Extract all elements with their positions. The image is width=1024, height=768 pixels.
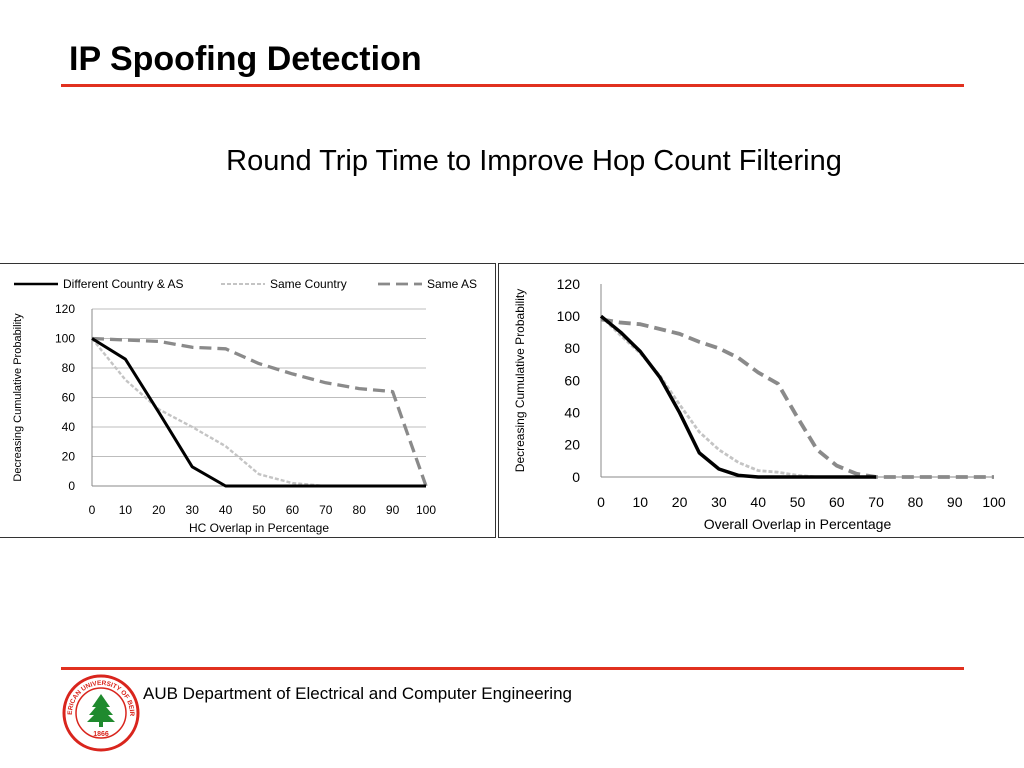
y-axis-title: Decreasing Cumulative Probability bbox=[513, 288, 527, 473]
x-tick-label-0: 0 bbox=[597, 494, 605, 510]
footer-rule bbox=[61, 667, 964, 670]
y-tick-label-5: 100 bbox=[556, 308, 580, 325]
x-tick-label-6: 60 bbox=[829, 494, 845, 510]
y-tick-label-4: 80 bbox=[564, 340, 580, 357]
legend-label-2: Same AS bbox=[427, 277, 478, 291]
series-line-dashed-2 bbox=[601, 319, 994, 477]
y-tick-label-2: 40 bbox=[564, 404, 580, 421]
x-tick-label-10: 100 bbox=[415, 503, 437, 517]
y-axis-title: Decreasing Cumulative Probability bbox=[12, 313, 24, 482]
y-tick-label-1: 20 bbox=[61, 449, 75, 464]
x-tick-label-0: 0 bbox=[88, 503, 96, 517]
x-tick-label-4: 40 bbox=[750, 494, 766, 510]
logo-year: 1866 bbox=[93, 731, 109, 738]
y-tick-label-4: 80 bbox=[61, 361, 75, 376]
x-tick-label-9: 90 bbox=[385, 503, 400, 517]
x-tick-label-4: 40 bbox=[218, 503, 233, 517]
series-line-dotted-1 bbox=[92, 339, 426, 487]
y-tick-label-0: 0 bbox=[572, 468, 580, 485]
x-tick-label-2: 20 bbox=[671, 494, 688, 510]
y-tick-label-3: 60 bbox=[61, 390, 75, 405]
x-tick-label-7: 70 bbox=[868, 494, 884, 510]
y-tick-label-0: 0 bbox=[68, 479, 75, 494]
x-tick-label-8: 80 bbox=[352, 503, 366, 517]
x-tick-label-3: 30 bbox=[185, 503, 199, 517]
y-tick-label-6: 120 bbox=[556, 275, 580, 292]
legend-label-1: Same Country bbox=[270, 277, 347, 291]
footer-text: AUB Department of Electrical and Computer Engineering bbox=[143, 684, 572, 703]
x-tick-label-10: 100 bbox=[982, 494, 1006, 510]
x-tick-label-9: 90 bbox=[946, 494, 963, 510]
x-tick-label-2: 20 bbox=[152, 503, 166, 517]
series-line-solid-0 bbox=[601, 316, 876, 477]
series-line-solid-0 bbox=[92, 339, 426, 487]
x-tick-label-3: 30 bbox=[711, 494, 727, 510]
chart-overall-overlap bbox=[498, 263, 1024, 538]
x-tick-label-5: 50 bbox=[789, 494, 806, 510]
x-axis-title: Overall Overlap in Percentage bbox=[703, 516, 892, 532]
legend-label-0: Different Country & AS bbox=[63, 277, 184, 291]
series-line-dotted-1 bbox=[601, 316, 876, 477]
y-tick-label-3: 60 bbox=[564, 372, 580, 389]
chart-overall-overlap-svg bbox=[499, 264, 1024, 538]
y-tick-label-2: 40 bbox=[61, 420, 75, 435]
y-tick-label-1: 20 bbox=[564, 436, 580, 453]
x-tick-label-7: 70 bbox=[319, 503, 333, 517]
y-tick-label-5: 100 bbox=[54, 331, 75, 346]
slide-title: IP Spoofing Detection bbox=[69, 40, 422, 78]
y-tick-label-6: 120 bbox=[54, 302, 75, 317]
title-rule bbox=[61, 84, 964, 87]
aub-logo bbox=[62, 674, 140, 752]
logo-arc-text: ERICAN UNIVERSITY OF BEIR bbox=[66, 679, 136, 717]
series-line-dashed-2 bbox=[92, 339, 426, 487]
x-axis-title: HC Overlap in Percentage bbox=[188, 521, 330, 535]
x-tick-label-1: 10 bbox=[632, 494, 649, 510]
x-tick-label-5: 50 bbox=[252, 503, 266, 517]
chart-hc-overlap bbox=[0, 263, 496, 538]
chart-hc-overlap-svg bbox=[0, 264, 496, 538]
x-tick-label-1: 10 bbox=[118, 503, 133, 517]
slide-subtitle: Round Trip Time to Improve Hop Count Filtering bbox=[226, 145, 842, 177]
x-tick-label-6: 60 bbox=[285, 503, 300, 517]
x-tick-label-8: 80 bbox=[907, 494, 924, 510]
